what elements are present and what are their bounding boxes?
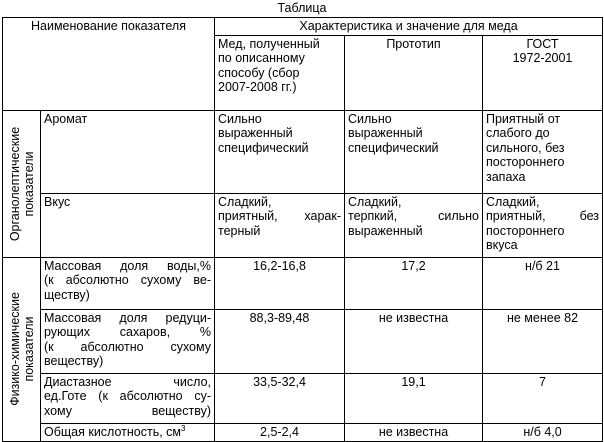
row-aroma-prototype: Сильно выраженный специфический [345, 110, 483, 193]
row-water-gost: н/б 21 [483, 257, 603, 309]
row-diastase-name: Диастазное число, ед.Готе (к абсолютно су- хому веществу) [41, 373, 215, 423]
row-diastase-honey: 33,5-32,4 [215, 373, 345, 423]
row-water-honey: 16,2-16,8 [215, 257, 345, 309]
row-acidity-label: Общая кислотность, см [44, 424, 182, 439]
row-taste-prototype: Сладкий, терпкий, сильно выраженный [345, 193, 483, 257]
header-characteristics: Характеристика и значение для меда [215, 18, 603, 36]
row-acidity-unit-sup: 3 [181, 423, 186, 433]
row-water-prototype: 17,2 [345, 257, 483, 309]
row-aroma-honey: Сильно выраженный специфический [215, 110, 345, 193]
row-aroma-gost: Приятный от слабого до сильного, без постороннего запаха [483, 110, 603, 193]
header-indicator-name: Наименование показателя [3, 18, 215, 111]
row-taste-gost: Сладкий, приятный, без постороннего вкуса [483, 193, 603, 257]
row-taste-name: Вкус [41, 193, 215, 257]
row-sugars-prototype: не известна [345, 309, 483, 373]
row-diastase-prototype: 19,1 [345, 373, 483, 423]
row-taste-honey: Сладкий, приятный, харак- терный [215, 193, 345, 257]
honey-characteristics-table [2, 17, 603, 442]
row-water-name: Массовая доля воды,% (к абсолютно сухому ве- ществу) [41, 257, 215, 309]
header-col-honey: Мед, полученный по описанному способу (сбор 2007-2008 гг.) [215, 35, 345, 110]
row-acidity-name [41, 423, 215, 441]
row-acidity-gost: н/б 4,0 [483, 423, 603, 441]
row-sugars-honey: 88,3-89,48 [215, 309, 345, 373]
row-sugars-name: Массовая доля редуци- рующих сахаров, % (к абсолютно сухому веществу) [41, 309, 215, 373]
row-diastase-gost: 7 [483, 373, 603, 423]
group-organoleptic-label: Органолептические показатели [7, 126, 36, 241]
header-col-gost: ГОСТ 1972-2001 [483, 35, 603, 110]
group-physicochemical-label: Физико-химические показатели [7, 292, 36, 406]
row-acidity-prototype: не известна [345, 423, 483, 441]
group-organoleptic [3, 110, 41, 257]
group-physicochemical [3, 257, 41, 441]
row-acidity-honey: 2,5-2,4 [215, 423, 345, 441]
row-sugars-gost: не менее 82 [483, 309, 603, 373]
row-aroma-name: Аромат [41, 110, 215, 193]
table-caption: Таблица [277, 1, 327, 15]
header-col-prototype: Прототип [345, 35, 483, 110]
